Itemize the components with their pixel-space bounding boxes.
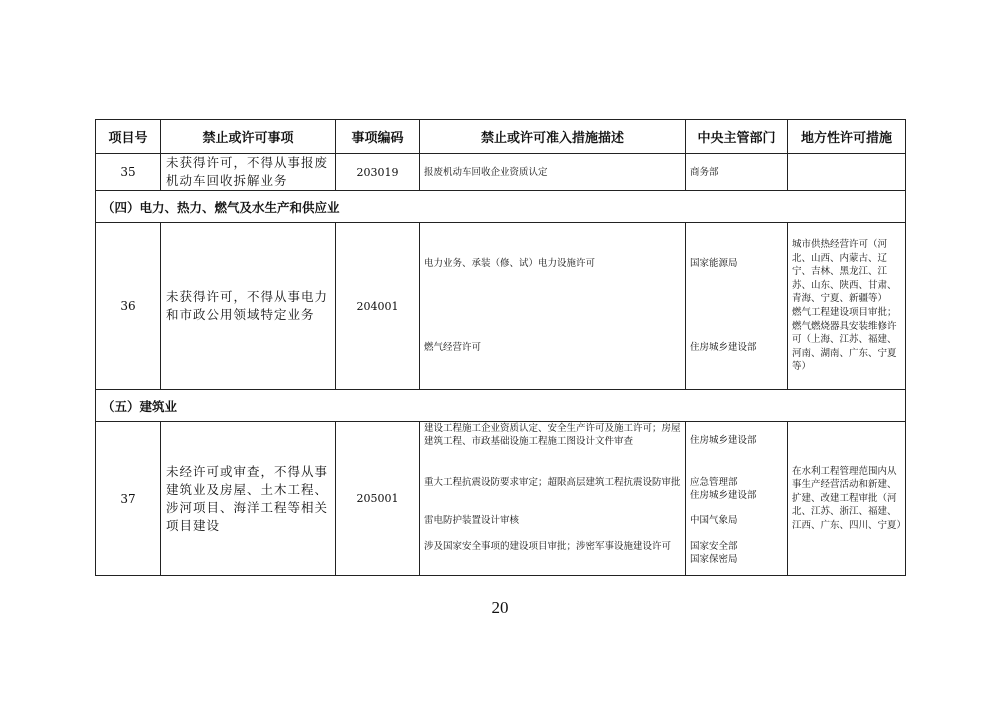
- row-central-dept: [686, 223, 788, 390]
- header-measure: 禁止或许可准入措施描述: [420, 120, 686, 154]
- table-row-37: [96, 422, 906, 576]
- row-central-dept: 商务部: [686, 154, 788, 191]
- header-local-measure: 地方性许可措施: [788, 120, 906, 154]
- row-number: 36: [96, 223, 161, 390]
- measure-line: 雷电防护装置设计审核: [424, 515, 520, 526]
- dept-line: 住房城乡建设部: [690, 490, 757, 501]
- table-row-35: [96, 154, 906, 191]
- header-matter: 禁止或许可事项: [161, 120, 336, 154]
- row-code: 204001: [336, 223, 420, 390]
- local-line: 燃气工程建设项目审批；燃气燃烧器具安装维修许可（上海、江苏、福建、河南、湖南、广东、宁夏等）: [792, 307, 897, 373]
- row-matter: 未经许可或审查，不得从事建筑业及房屋、土木工程、涉河项目、海洋工程等相关项目建设: [161, 422, 336, 576]
- header-item-no: 项目号: [96, 120, 161, 154]
- row-number: 37: [96, 422, 161, 576]
- measure-line: 涉及国家安全事项的建设项目审批；涉密军事设施建设许可: [424, 541, 672, 552]
- dept-line: 住房城乡建设部: [690, 435, 757, 446]
- section-row-5: [96, 390, 906, 422]
- row-measure: [420, 223, 686, 390]
- row-local-measure: [788, 223, 906, 390]
- section-title: （四）电力、热力、燃气及水生产和供应业: [96, 191, 906, 223]
- section-title: （五）建筑业: [96, 390, 906, 422]
- measure-line: 燃气经营许可: [424, 342, 482, 353]
- header-central-dept: 中央主管部门: [686, 120, 788, 154]
- dept-line: 住房城乡建设部: [690, 342, 757, 353]
- page-number: 20: [491, 598, 509, 617]
- row-code: 203019: [336, 154, 420, 191]
- row-measure: 报废机动车回收企业资质认定: [420, 154, 686, 191]
- row-local-measure: 在水利工程管理范围内从事生产经营活动和新建、扩建、改建工程审批（河北、江苏、浙江、福建、江西、广东、四川、宁夏）: [788, 422, 906, 576]
- dept-line: 国家安全部: [690, 541, 738, 552]
- dept-line: 国家保密局: [690, 554, 738, 565]
- section-row-4: [96, 191, 906, 223]
- row-central-dept: [686, 422, 788, 576]
- measure-line: 建设工程施工企业资质认定、安全生产许可及施工许可；房屋建筑工程、市政基础设施工程施工图设计文件审查: [424, 423, 681, 447]
- row-local-measure: [788, 154, 906, 191]
- measure-line: 重大工程抗震设防要求审定；超限高层建筑工程抗震设防审批: [424, 477, 681, 488]
- header-code: 事项编码: [336, 120, 420, 154]
- row-number: 35: [96, 154, 161, 191]
- dept-line: 应急管理部: [690, 477, 738, 488]
- row-matter: 未获得许可，不得从事电力和市政公用领域特定业务: [161, 223, 336, 390]
- header-row: [96, 120, 906, 154]
- dept-line: 中国气象局: [690, 515, 738, 526]
- dept-line: 国家能源局: [690, 258, 738, 269]
- local-line: 城市供热经营许可（河北、山西、内蒙古、辽宁、吉林、黑龙江、江苏、山东、陕西、甘肃、青海、宁夏、新疆等）: [792, 239, 897, 305]
- row-measure: [420, 422, 686, 576]
- row-code: 205001: [336, 422, 420, 576]
- row-matter: 未获得许可，不得从事报废机动车回收拆解业务: [161, 154, 336, 191]
- permit-table: [95, 119, 906, 576]
- measure-line: 电力业务、承装（修、试）电力设施许可: [424, 258, 596, 269]
- table-row-36: [96, 223, 906, 390]
